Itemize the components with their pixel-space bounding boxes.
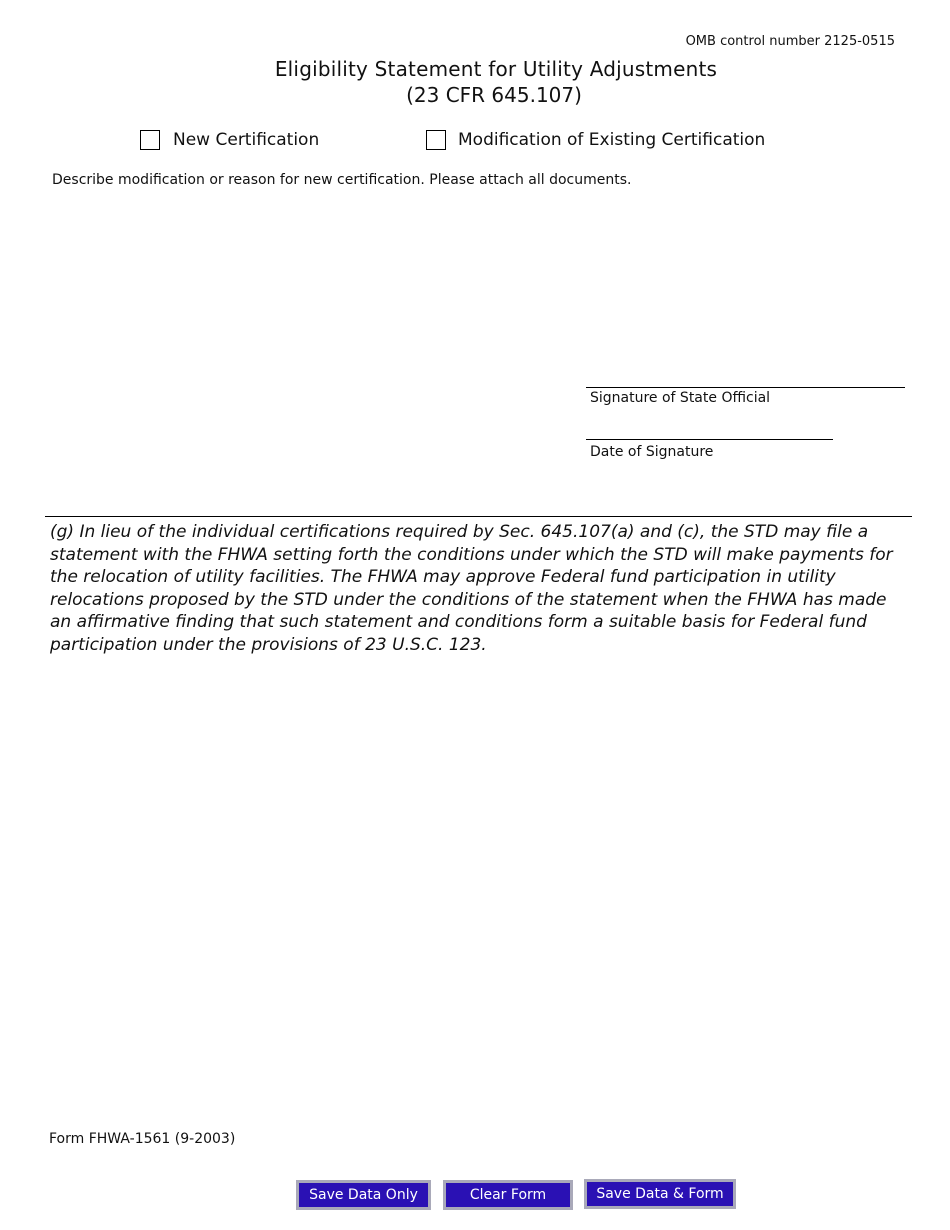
signature-date-label: Date of Signature bbox=[590, 444, 714, 460]
new-certification-checkbox[interactable] bbox=[140, 130, 160, 150]
form-title: Eligibility Statement for Utility Adjustments bbox=[274, 57, 718, 81]
description-prompt: Describe modification or reason for new certification. Please attach all documents. bbox=[52, 172, 632, 188]
modification-checkbox[interactable] bbox=[426, 130, 446, 150]
signature-line[interactable] bbox=[586, 387, 905, 388]
section-divider bbox=[45, 516, 912, 517]
signature-label: Signature of State Official bbox=[590, 390, 771, 406]
modification-label: Modification of Existing Certification bbox=[458, 130, 766, 150]
signature-date-line[interactable] bbox=[586, 439, 833, 440]
regulation-paragraph: (g) In lieu of the individual certifications required by Sec. 645.107(a) and (c), the STD may file a statement with the FHWA setting forth the conditions under which the STD will make payments for the relocation of utility facilities. The FHWA may approve Federal fund participation in utility relocations proposed by the STD under the conditions of the statement when the FHWA has made an affirmative finding that such statement and conditions form a suitable basis for Federal fund participation under the provisions of 23 U.S.C. 123. bbox=[50, 522, 893, 655]
clear-form-button[interactable]: Clear Form bbox=[443, 1180, 573, 1210]
save-data-only-button[interactable]: Save Data Only bbox=[296, 1180, 431, 1210]
save-data-and-form-button[interactable]: Save Data & Form bbox=[584, 1179, 736, 1209]
form-subtitle: (23 CFR 645.107) bbox=[406, 83, 582, 107]
form-number: Form FHWA-1561 (9-2003) bbox=[49, 1131, 236, 1147]
new-certification-label: New Certification bbox=[173, 130, 320, 150]
description-text-area[interactable] bbox=[52, 195, 902, 375]
omb-control-number: OMB control number 2125-0515 bbox=[685, 34, 895, 49]
